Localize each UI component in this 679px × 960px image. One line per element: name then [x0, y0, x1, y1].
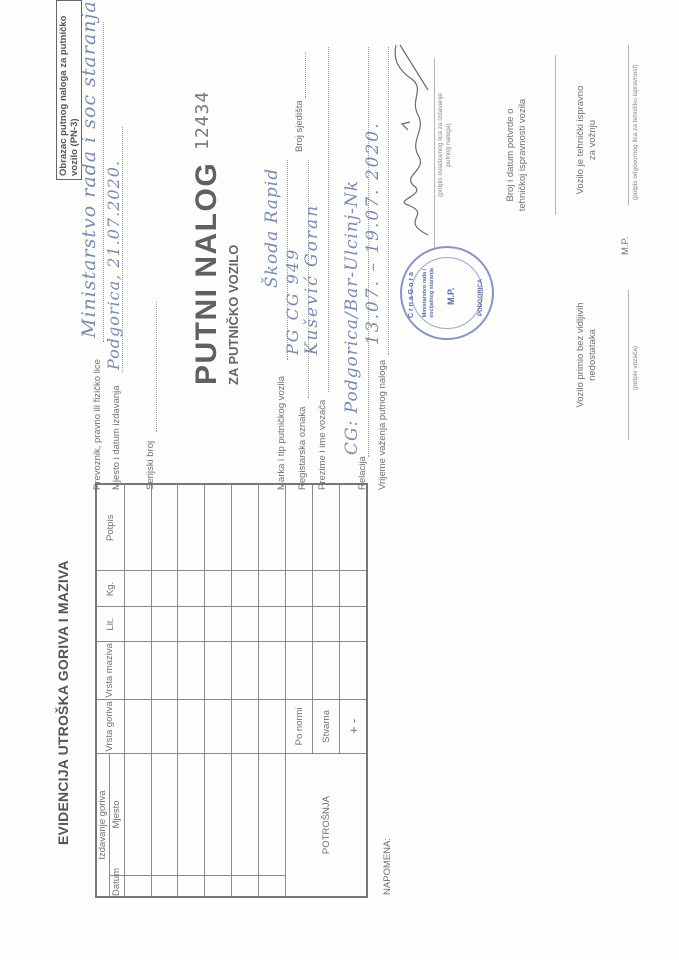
cell-stvarna-kg[interactable]	[313, 571, 340, 607]
vozac-value[interactable]: Kušević Goran	[302, 203, 322, 355]
stamp-city: PODGORICA	[478, 278, 484, 316]
cell-kg[interactable]	[151, 571, 178, 607]
table-row	[151, 484, 178, 897]
cell-mjesto[interactable]	[205, 754, 232, 876]
vozac-label: Prezime i ime vozača	[317, 399, 328, 490]
cell-vrsta-maziva[interactable]	[178, 642, 205, 700]
cell-kg[interactable]	[178, 571, 205, 607]
cell-kg[interactable]	[205, 571, 232, 607]
col-vrsta-maziva: Vrsta maziva	[96, 642, 124, 700]
cell-diff-potpis[interactable]	[340, 484, 367, 571]
cell-potpis[interactable]	[205, 484, 232, 571]
broj-sjedista-label: Broj sjedišta	[294, 100, 305, 152]
authorized-signature-caption: (potpis ovlašćenog lica za izdavanje putnog naloga)	[437, 93, 452, 197]
fuel-record-table	[95, 483, 368, 898]
cell-diff-maziva[interactable]	[340, 642, 367, 700]
official-stamp	[400, 246, 494, 340]
cell-stvarna-potpis[interactable]	[313, 484, 340, 571]
broj-sjedista-line[interactable]	[305, 52, 306, 98]
cell-vrsta-goriva[interactable]	[232, 699, 259, 753]
cell-vrsta-goriva[interactable]	[205, 699, 232, 753]
cell-po-normi-lit[interactable]	[286, 607, 313, 642]
page-title: PUTNI NALOG	[190, 161, 223, 385]
registarska-label: Registarska oznaka	[297, 406, 308, 490]
col-potpis: Potpis	[96, 484, 124, 571]
cell-lit[interactable]	[151, 607, 178, 642]
stamp-center: M.P.	[446, 287, 456, 305]
stamp-ring-text: Ministarstvo rada i socijalnog staranja	[422, 268, 435, 318]
prevoznik-value[interactable]: Ministarstvo rada i soc staranja	[78, 0, 100, 338]
col-datum: Datum	[111, 868, 123, 896]
cell-mjesto[interactable]	[232, 754, 259, 876]
broj-datum-potvrde-label: Broj i datum potvrde o tehničkoj ispravnosti vozila	[505, 98, 528, 212]
cell-potpis[interactable]	[151, 484, 178, 571]
relacija-value[interactable]: CG: Podgorica/Bar-Ulcinj-Nk	[342, 179, 362, 455]
cell-mjesto[interactable]	[178, 754, 205, 876]
vrijeme-value[interactable]: 13.07. – 19.07. 2020.	[363, 121, 383, 345]
fuel-record-title: EVIDENCIJA UTROŠKA GORIVA I MAZIVA	[55, 560, 71, 845]
form-code-label: Obrazac putnog naloga za putničko vozilo (PN-3)	[56, 0, 82, 180]
cell-vrsta-maziva[interactable]	[232, 642, 259, 700]
table-header-row-1	[96, 484, 109, 897]
cell-potpis[interactable]	[178, 484, 205, 571]
cell-lit[interactable]	[205, 607, 232, 642]
cell-po-normi-maziva[interactable]	[286, 642, 313, 700]
page-subtitle: ZA PUTNIČKO VOZILO	[226, 244, 241, 385]
stamp-top-text: C r n a G o r a	[408, 272, 415, 318]
vrijeme-label: Vrijeme važenja putnog naloga	[377, 359, 388, 490]
cell-lit[interactable]	[259, 607, 286, 642]
registarska-value[interactable]: PG CG 949	[283, 247, 302, 355]
cell-vrsta-goriva[interactable]	[178, 699, 205, 753]
vozilo-ispravno-label: Vozilo je tehnički ispravno za vožnju	[575, 85, 598, 195]
cell-lit[interactable]	[232, 607, 259, 642]
cell-datum[interactable]	[124, 875, 151, 897]
cell-po-normi-kg[interactable]	[286, 571, 313, 607]
mjesto-datum-value[interactable]: Podgorica, 21.07.2020.	[104, 160, 123, 370]
cell-potpis[interactable]	[259, 484, 286, 571]
responsible-signature-line[interactable]	[628, 45, 629, 205]
col-mjesto: Mjesto	[109, 754, 124, 876]
vozac-line	[328, 47, 329, 392]
cell-datum[interactable]	[151, 875, 178, 897]
prevoznik-label: Prevoznik, pravno ili fizičko lice	[92, 359, 103, 490]
table-row	[232, 484, 259, 897]
cell-kg[interactable]	[232, 571, 259, 607]
consumption-row-po-normi	[286, 484, 313, 897]
relacija-label: Relacija	[357, 456, 368, 490]
cell-mjesto[interactable]	[259, 754, 286, 876]
driver-signature-caption: (potpis vozača)	[632, 345, 639, 390]
po-normi-label: Po normi	[286, 699, 313, 753]
responsible-signature-caption: (potpis odgovornog lica za tehničku ispravnost)	[632, 64, 639, 200]
cell-lit[interactable]	[178, 607, 205, 642]
cell-datum[interactable]	[178, 875, 205, 897]
cell-kg[interactable]	[124, 571, 151, 607]
broj-datum-potvrde-line[interactable]	[555, 55, 556, 215]
table-row	[205, 484, 232, 897]
cell-po-normi-potpis[interactable]	[286, 484, 313, 571]
serijski-broj-line[interactable]	[156, 302, 157, 432]
cell-diff-kg[interactable]	[340, 571, 367, 607]
driver-signature-line[interactable]	[628, 290, 629, 440]
cell-datum[interactable]	[232, 875, 259, 897]
vozilo-primio-label: Vozilo primio bez vidljivih nedostataka	[575, 302, 598, 408]
potrosnja-label: POTROŠNJA	[286, 754, 367, 897]
cell-stvarna-maziva[interactable]	[313, 642, 340, 700]
table-row	[178, 484, 205, 897]
napomena-area[interactable]	[392, 490, 572, 830]
cell-diff-lit[interactable]	[340, 607, 367, 642]
napomena-label: NAPOMENA:	[382, 837, 393, 895]
col-vrsta-goriva: Vrsta goriva	[96, 699, 124, 753]
group-header-izdavanje-goriva: Izdavanje goriva	[96, 754, 109, 897]
cell-vrsta-maziva[interactable]	[124, 642, 151, 700]
table-row	[124, 484, 151, 897]
cell-vrsta-goriva[interactable]	[124, 699, 151, 753]
marka-label: Marka i tip putničkog vozila	[276, 375, 287, 490]
table-row	[259, 484, 286, 897]
cell-mjesto[interactable]	[124, 754, 151, 876]
cell-potpis[interactable]	[232, 484, 259, 571]
serial-number: 12434	[192, 90, 213, 150]
serijski-broj-label: Serijski broj	[145, 440, 156, 490]
mp-label: M.P.	[620, 236, 631, 255]
cell-lit[interactable]	[124, 607, 151, 642]
col-lit: Lit.	[96, 607, 124, 642]
marka-value[interactable]: Škoda Rapid	[262, 167, 282, 288]
stvarna-label: Stvarna	[313, 699, 340, 753]
cell-datum[interactable]	[259, 875, 286, 897]
cell-vrsta-maziva[interactable]	[205, 642, 232, 700]
cell-vrsta-goriva[interactable]	[151, 699, 178, 753]
plus-minus-label: + -	[340, 699, 367, 753]
cell-vrsta-goriva[interactable]	[259, 699, 286, 753]
handwritten-signature-icon	[388, 40, 438, 240]
mjesto-datum-label: Mjesto i datum izdavanja	[111, 385, 122, 490]
cell-vrsta-maziva[interactable]	[259, 642, 286, 700]
cell-stvarna-lit[interactable]	[313, 607, 340, 642]
cell-datum[interactable]	[205, 875, 232, 897]
cell-mjesto[interactable]	[151, 754, 178, 876]
cell-kg[interactable]	[259, 571, 286, 607]
col-kg: Kg.	[96, 571, 124, 607]
cell-potpis[interactable]	[124, 484, 151, 571]
cell-vrsta-maziva[interactable]	[151, 642, 178, 700]
